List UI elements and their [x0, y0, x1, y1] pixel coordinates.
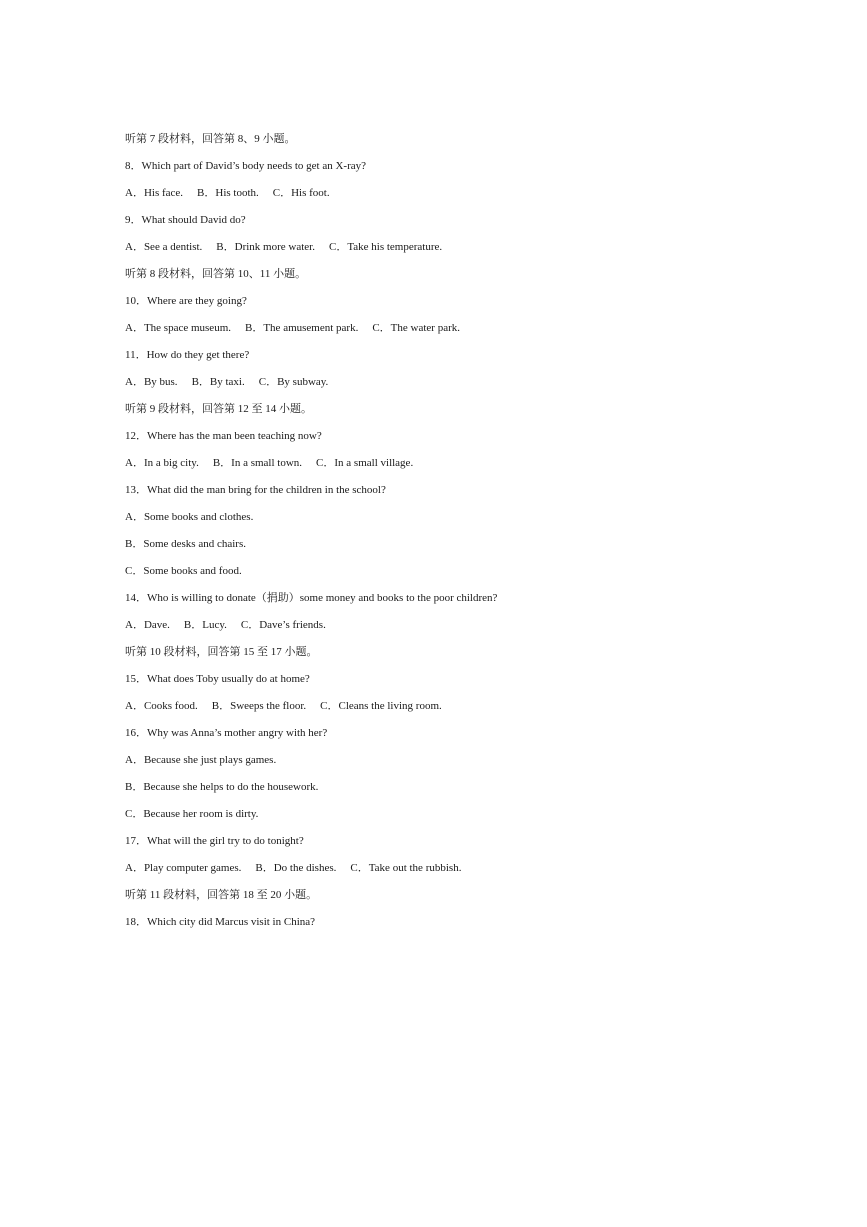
question-text: 12．Where has the man been teaching now? — [125, 430, 322, 442]
answer-option: C．Some books and food. — [125, 565, 242, 577]
question-text: 17．What will the girl try to do tonight? — [125, 835, 304, 847]
answer-options — [125, 861, 461, 875]
answer-option: B．Lucy. — [183, 619, 227, 631]
answer-option: B．Sweeps the floor. — [211, 700, 307, 712]
answer-option: C．His foot. — [272, 187, 330, 199]
answer-option: B．Drink more water. — [216, 241, 315, 253]
question-text: 11．How do they get there? — [125, 349, 250, 361]
answer-option: B．Do the dishes. — [255, 862, 337, 874]
answer-option: C．The water park. — [372, 322, 461, 334]
question-text: 15．What does Toby usually do at home? — [125, 673, 310, 685]
section-instruction: 听第 10 段材料，回答第 15 至 17 小题。 — [125, 646, 318, 658]
question-text: 13．What did the man bring for the children in the school? — [125, 484, 386, 496]
answer-option: A．In a big city. — [125, 457, 199, 469]
answer-option: A．The space museum. — [125, 322, 231, 334]
answer-options — [125, 618, 326, 632]
question-text: 18．Which city did Marcus visit in China? — [125, 916, 316, 928]
question-text: 9．What should David do? — [125, 214, 246, 226]
section-instruction: 听第 11 段材料，回答第 18 至 20 小题。 — [125, 889, 318, 901]
answer-option: B．Because she helps to do the housework. — [125, 781, 319, 793]
answer-options — [125, 699, 442, 713]
question-text: 10．Where are they going? — [125, 295, 247, 307]
answer-option: B．Some desks and chairs. — [125, 538, 246, 550]
answer-option: A．See a dentist. — [125, 241, 203, 253]
answer-option: C．Take his temperature. — [328, 241, 443, 253]
answer-option: A．Because she just plays games. — [125, 754, 277, 766]
question-text: 16．Why was Anna’s mother angry with her? — [125, 727, 328, 739]
answer-option: A．His face. — [125, 187, 184, 199]
answer-option: A．By bus. — [125, 376, 178, 388]
answer-option: C．Because her room is dirty. — [125, 808, 259, 820]
answer-options — [125, 375, 328, 389]
answer-option: A．Some books and clothes. — [125, 511, 254, 523]
answer-options — [125, 456, 413, 470]
answer-option: A．Cooks food. — [125, 700, 198, 712]
section-instruction: 听第 7 段材料，回答第 8、9 小题。 — [125, 133, 296, 145]
answer-option: A．Dave. — [125, 619, 170, 631]
answer-option: B．In a small town. — [212, 457, 303, 469]
question-text: 14．Who is willing to donate（捐助）some money and books to the poor children? — [125, 592, 498, 604]
answer-option: C．Dave’s friends. — [240, 619, 326, 631]
answer-option: B．His tooth. — [197, 187, 259, 199]
answer-option: C．Take out the rubbish. — [350, 862, 462, 874]
answer-option: B．By taxi. — [191, 376, 245, 388]
section-instruction: 听第 8 段材料，回答第 10、11 小题。 — [125, 268, 307, 280]
answer-options — [125, 240, 442, 254]
answer-option: B．The amusement park. — [245, 322, 359, 334]
answer-option: C．In a small village. — [316, 457, 414, 469]
question-text: 8．Which part of David’s body needs to get an X-ray? — [125, 160, 367, 172]
answer-options — [125, 186, 330, 200]
section-instruction: 听第 9 段材料，回答第 12 至 14 小题。 — [125, 403, 312, 415]
answer-option: A．Play computer games. — [125, 862, 242, 874]
answer-option: C．Cleans the living room. — [320, 700, 442, 712]
answer-option: C．By subway. — [258, 376, 329, 388]
answer-options — [125, 321, 460, 335]
